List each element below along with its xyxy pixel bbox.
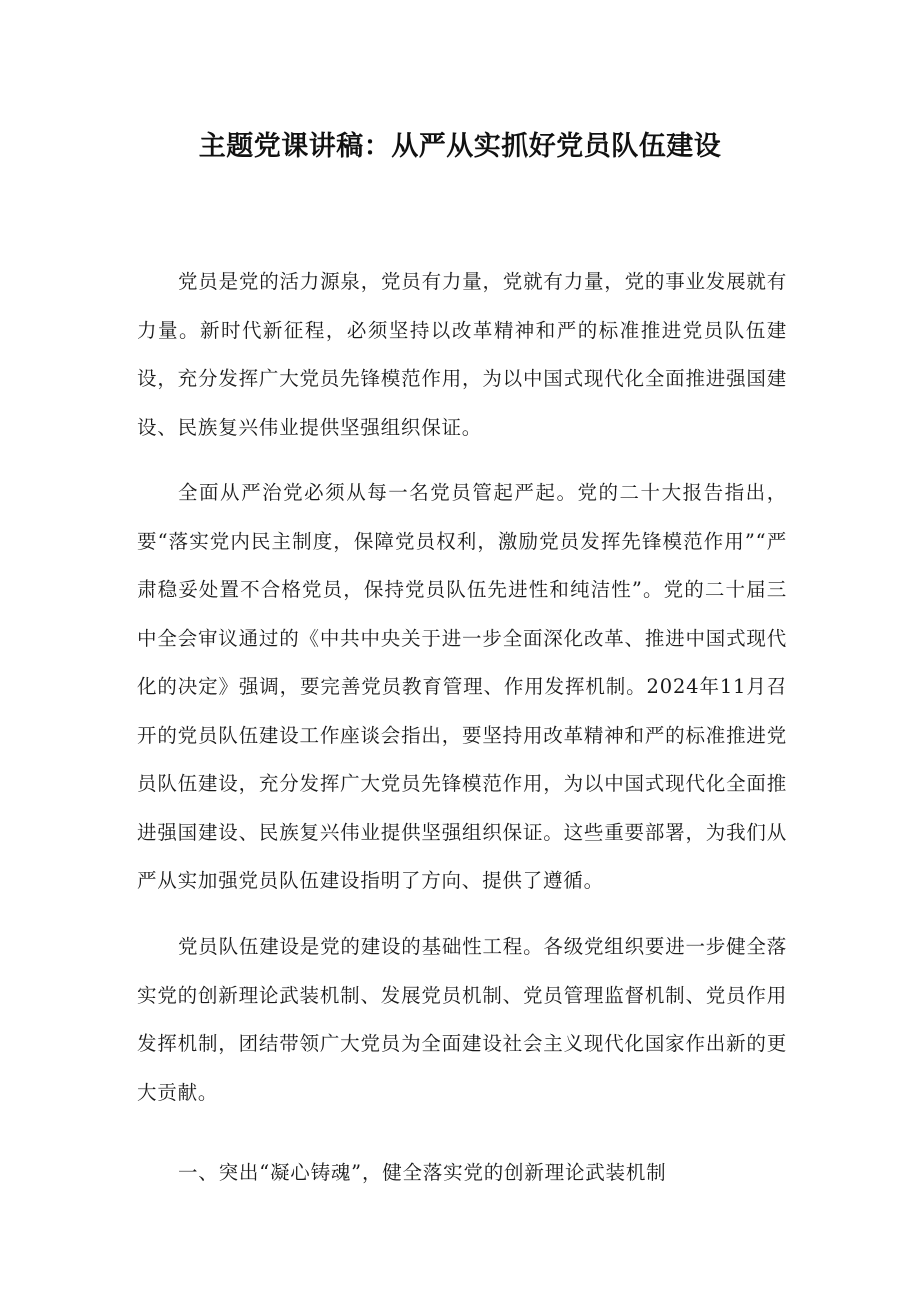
paragraph-strict-governance: 全面从严治党必须从每一名党员管起严起。党的二十大报告指出，要“落实党内民主制度，保障党员权利，激励党员发挥先锋模范作用”“严肃稳妥处置不合格党员，保持党员队伍先进性和纯洁性”。党的二十届三中全会审议通过的《中共中央关于进一步全面深化改革、推进中国式现代化的决定》强调，要完善党员教育管理、作用发挥机制。2024年11月召开的党员队伍建设工作座谈会指出，要坚持用改革精神和严的标准推进党员队伍建设，充分发挥广大党员先锋模范作用，为以中国式现代化全面推进强国建设、民族复兴伟业提供坚强组织保证。这些重要部署，为我们从严从实加强党员队伍建设指明了方向、提供了遵循。: [137, 481, 787, 892]
section-heading-1: 一、突出“凝心铸魂”，健全落实党的创新理论武装机制: [178, 1161, 667, 1184]
paragraph-intro: 党员是党的活力源泉，党员有力量，党就有力量，党的事业发展就有力量。新时代新征程，必须坚持以改革精神和严的标准推进党员队伍建设，充分发挥广大党员先锋模范作用，为以中国式现代化全面推进强国建设、民族复兴伟业提供坚强组织保证。: [137, 270, 788, 439]
paragraph-foundation: 党员队伍建设是党的建设的基础性工程。各级党组织要进一步健全落实党的创新理论武装机制、发展党员机制、党员管理监督机制、党员作用发挥机制，团结带领广大党员为全面建设社会主义现代化国家作出新的更大贡献。: [137, 935, 788, 1104]
page-title: 主题党课讲稿：从严从实抓好党员队伍建设: [198, 131, 722, 162]
